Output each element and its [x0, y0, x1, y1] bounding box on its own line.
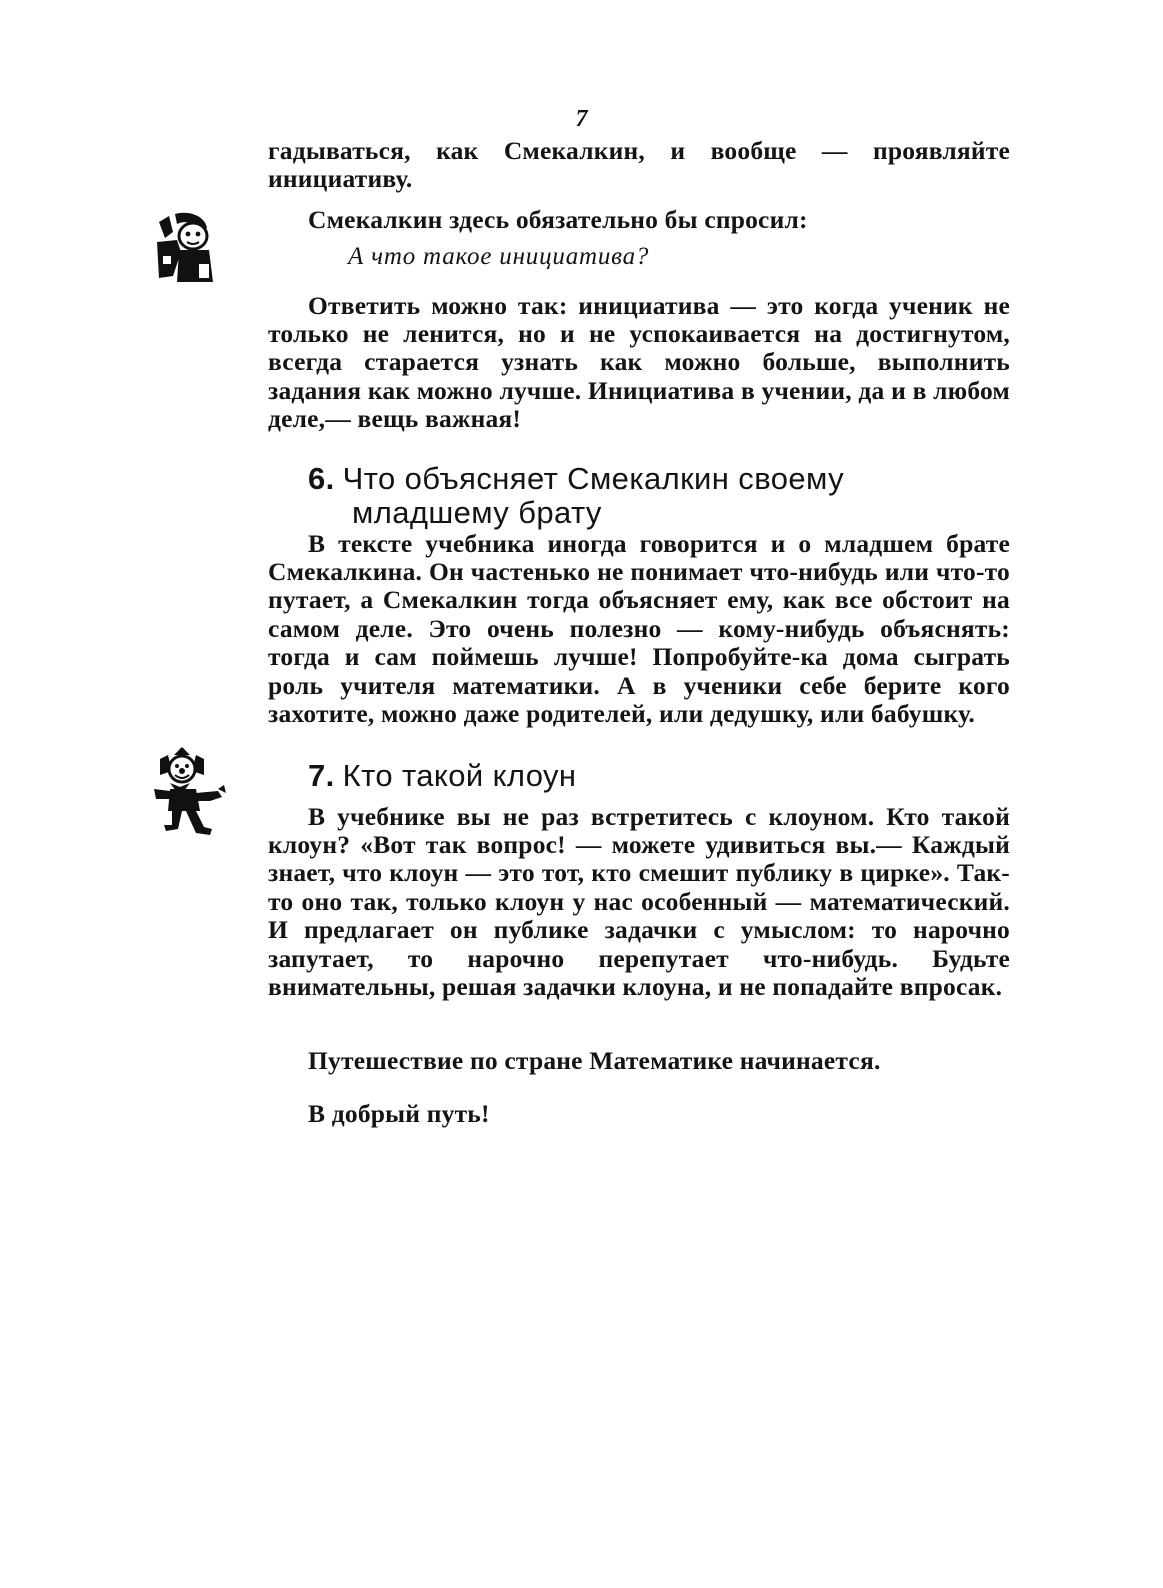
section-6-body: В тексте учебника иногда говорится и о младшем брате Смекалкина. Он частенько не понимает что-нибудь или что-то путает, а Смекалкин тогда объясняет ему, как все обстоит на самом деле. Это очень полезно — кому-нибудь объяснять: тогда и сам поймешь лучше! Попробуйте-ка дома сыграть роль учителя математики. А в ученики себе берите кого захотите, можно даже родителей, или дедушку, или бабушку.: [268, 528, 1010, 729]
section-7-heading: [268, 759, 1010, 793]
smekalkin-icon: [155, 212, 221, 284]
closing-farewell: В добрый путь!: [308, 1098, 490, 1128]
section-7-title: Кто такой клоун: [342, 757, 577, 793]
text-column: [268, 137, 1010, 1128]
section-7-number: 7.: [308, 757, 335, 793]
intro-continuation: гадываться, как Смекалкин, и вообще — проявляйте инициативу.: [268, 136, 1010, 194]
smekalkin-would-ask: Смекалкин здесь обязательно бы спросил:: [308, 204, 808, 234]
section-6-title-line2: младшему брату: [352, 494, 602, 530]
closing-journey: Путешествие по стране Математике начинается.: [308, 1046, 881, 1076]
section-7-body: В учебнике вы не раз встретитесь с клоуном. Кто такой клоун? «Вот так вопрос! — можете удивиться вы.— Каждый знает, что клоун — это тот, кто смешит публику в цирке». Так-то оно так, только клоун у нас особенный — математический. И предлагает он публике задачки с умыслом: то нарочно запутает, то нарочно перепутает что-нибудь. Будьте внимательны, решая задачки клоуна, и не попадайте впросак.: [268, 801, 1010, 1001]
clown-icon: [148, 745, 228, 837]
section-6-heading: [268, 462, 1010, 530]
section-6-title-line1: Что объясняет Смекалкин своему: [342, 460, 844, 496]
initiative-question: А что такое инициатива?: [348, 243, 650, 271]
section-6-number: 6.: [308, 460, 335, 496]
page-number: 7: [575, 106, 588, 132]
initiative-answer: Ответить можно так: инициатива — это когда ученик не только не ленится, но и не успокаивается на достигнутом, всегда старается узнать как можно больше, выполнить задания как можно лучше. Инициатива в учении, да и в любом деле,— вещь важная!: [268, 290, 1010, 434]
